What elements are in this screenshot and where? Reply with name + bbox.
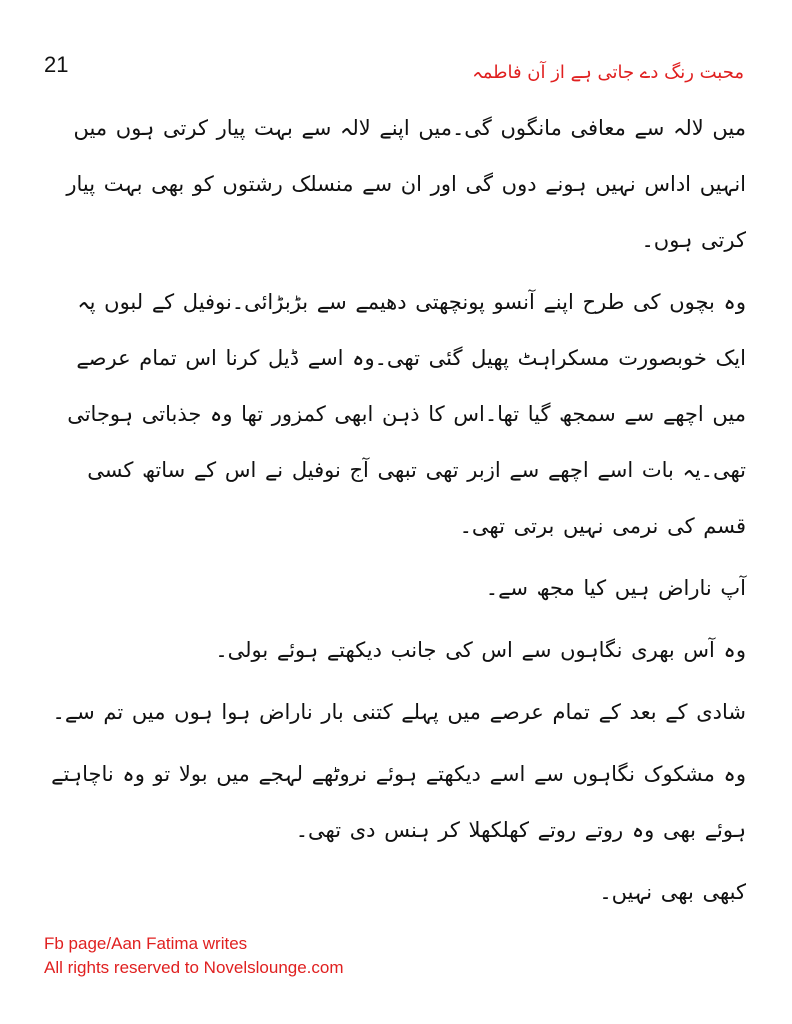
paragraph: میں لالہ سے معافی مانگوں گی۔میں اپنے لالہ سے بہت پیار کرتی ہوں میں انہیں اداس نہیں ہونے دوں گی اور ان سے منسلک رشتوں کو بھی بہت پیار کرتی ہوں۔	[66, 116, 746, 252]
footer-copyright: All rights reserved to Novelslounge.com	[44, 958, 344, 977]
paragraph: وہ بچوں کی طرح اپنے آنسو پونچھتی دھیمے سے بڑبڑائی۔نوفیل کے لبوں پہ ایک خوبصورت مسکراہٹ پھیل گئی تھی۔وہ اسے ڈیل کرنا اس تمام عرصے میں اچھے سے سمجھ گیا تھا۔اس کا ذہن ابھی کمزور تھا وہ جذباتی ہوجاتی تھی۔یہ بات اسے اچھے سے ازبر تھی تبھی آج نوفیل نے اس کے ساتھ کسی قسم کی نرمی نہیں برتی تھی۔	[67, 290, 746, 538]
header-title: محبت رنگ دے جاتی ہے از آن فاطمہ	[472, 62, 744, 83]
paragraph: شادی کے بعد کے تمام عرصے میں پہلے کتنی بار ناراض ہوا ہوں میں تم سے۔	[52, 700, 746, 724]
page-body	[44, 100, 746, 920]
footer	[44, 932, 344, 980]
paragraph: وہ آس بھری نگاہوں سے اس کی جانب دیکھتے ہوئے بولی۔	[215, 638, 746, 662]
paragraph: وہ مشکوک نگاہوں سے اسے دیکھتے ہوئے نروٹھے لہجے میں بولا تو وہ ناچاہتے ہوئے بھی وہ روتے روتے کھلکھلا کر ہنس دی تھی۔	[51, 762, 746, 842]
paragraph: کبھی بھی نہیں۔	[599, 880, 746, 904]
footer-facebook-credit: Fb page/Aan Fatima writes	[44, 934, 248, 953]
paragraph: آپ ناراض ہیں کیا مجھ سے۔	[485, 576, 746, 600]
page-number: 21	[44, 52, 69, 77]
